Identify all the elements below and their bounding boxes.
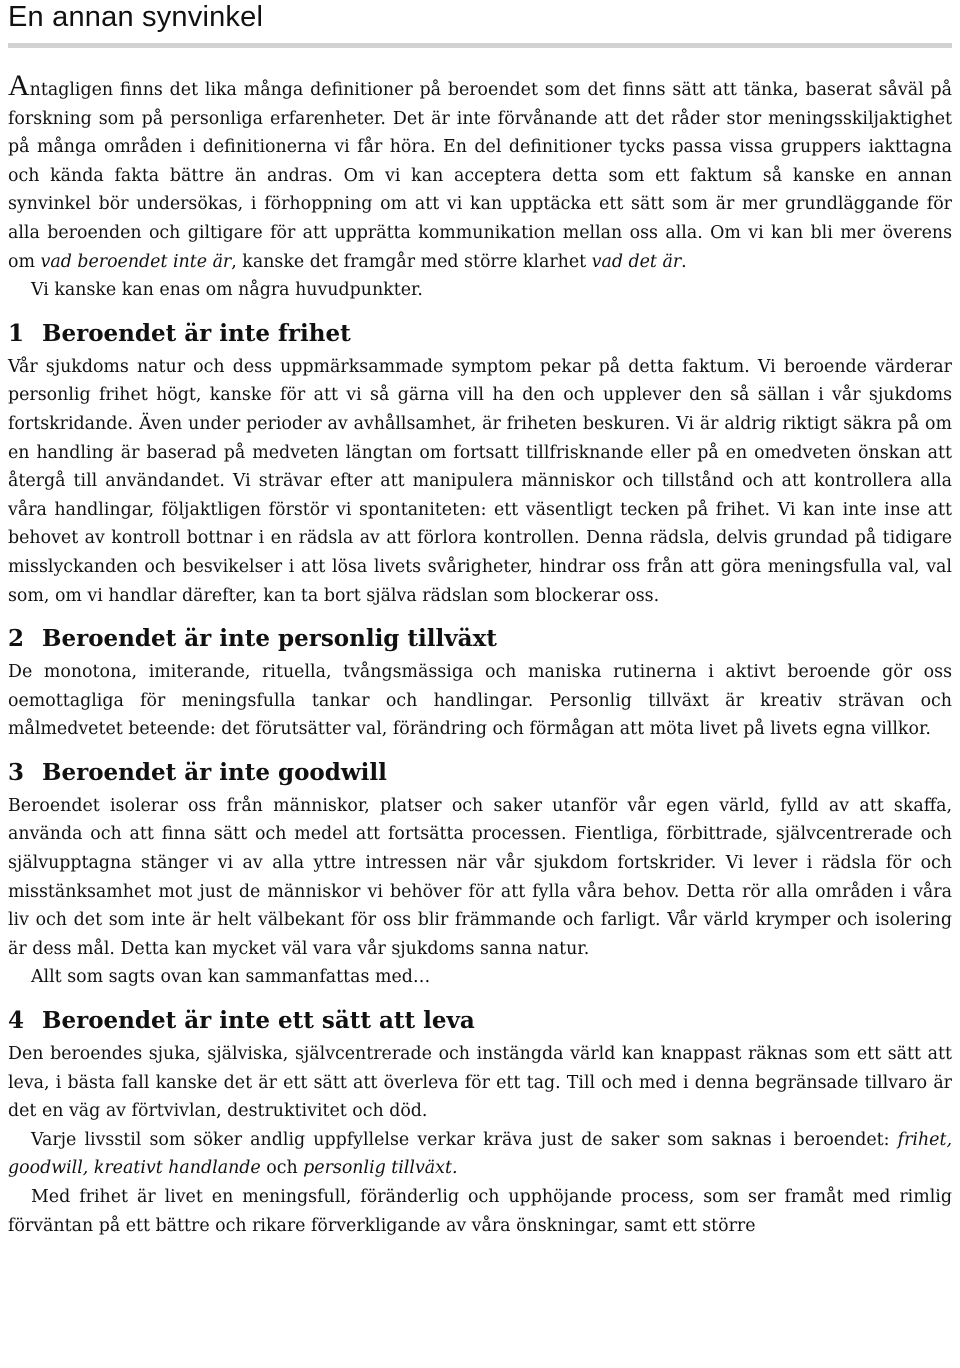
section-4-italic-list: frihet, goodwill, kreativt handlande — [8, 1129, 952, 1179]
intro-paragraph — [8, 69, 952, 276]
section-4-paragraph-3: Med frihet är livet en meningsfull, föränderlig och upphöjande process, som ser framåt med rimlig förväntan på ett bättre och rikare förverkligande av våra önskningar, samt ett större — [8, 1187, 952, 1236]
section-4-paragraph: Den beroendes sjuka, själviska, självcentrerade och instängda värld kan knappast räknas som ett sätt att leva, i bästa fall kanske det är ett sätt att överleva för ett tag. Till och med i denna begränsade tillvaro är det en väg av förtvivlan, destruktivitet och död. — [8, 1044, 952, 1122]
section-title: Beroendet är inte goodwill — [42, 758, 387, 786]
section-heading-3 — [8, 754, 952, 792]
section-heading-2 — [8, 620, 952, 658]
section-4-conjunction: och — [260, 1158, 304, 1179]
intro-text-mid: , kanske det framgår med större klarhet — [231, 251, 592, 272]
page-title: En annan synvinkel — [8, 1, 264, 33]
section-4-italic-term: personlig tillväxt. — [303, 1158, 458, 1179]
intro-paragraph-2: Vi kanske kan enas om några huvudpunkter. — [31, 280, 423, 301]
section-title: Beroendet är inte personlig tillväxt — [42, 625, 497, 653]
section-4-text: Varje livsstil som söker andlig uppfyllelse verkar kräva just de saker som saknas i beroendet: — [31, 1129, 898, 1150]
intro-text-end: . — [681, 251, 687, 272]
section-number: 1 — [8, 319, 25, 347]
section-1-paragraph: Vår sjukdoms natur och dess uppmärksammade symptom pekar på detta faktum. Vi beroende värderar personlig frihet högt, kanske för att vi så gärna vill ha den och upplever den så sällan i vår sjukdoms fortskridande. Även under perioder av avhållsamhet, är friheten beskuren. Vi är aldrig riktigt säkra på om en handling är baserad på medveten längtan om fortsatt tillfrisknande eller på en omedveten önskan att återgå till användandet. Vi strävar efter att manipulera människor och tillstånd och att kontrollera alla våra handlingar, följaktligen förstör vi spontaniteten: ett väsentligt tecken på frihet. Vi kan inte inse att behovet av kontroll bottnar i en rädsla av att förlora kontrollen. Denna rädsla, delvis grundad på tidigare misslyckanden och besvikelser i att lösa livets svårigheter, hindrar oss från att göra meningsfulla val, val som, om vi handlar därefter, kan ta bort själva rädslan som blockerar oss. — [8, 356, 952, 606]
intro-italic-phrase: vad beroendet inte är — [40, 251, 232, 272]
section-heading-4 — [8, 1002, 952, 1040]
section-3-paragraph: Beroendet isolerar oss från människor, platser och saker utanför vår egen värld, fylld av att skaffa, använda och att finna sätt och medel att fortsätta processen. Fientliga, förbittrade, självcentrerade och självupptagna stänger vi av alla yttre intressen när vår sjukdom fortskrider. Vi lever i rädsla för och misstänksamhet mot just de människor vi behöver för att fylla våra behov. Detta rör alla områden i våra liv och det som inte är helt välbekant för oss blir främmande och farligt. Vår värld krymper och isolering är dess mål. Detta kan mycket väl vara vår sjukdoms sanna natur. — [8, 795, 952, 959]
drop-cap-letter: A — [8, 69, 30, 102]
section-3-summary-line: Allt som sagts ovan kan sammanfattas med… — [31, 967, 431, 988]
section-heading-1 — [8, 315, 952, 353]
title-underline-rule — [8, 43, 952, 48]
document-body — [8, 69, 952, 1240]
section-2-paragraph: De monotona, imiterande, rituella, tvångsmässiga och maniska rutinerna i aktivt beroende gör oss oemottagliga för meningsfulla tankar och handlingar. Personlig tillväxt är kreativ strävan och målmedvetet beteende: det förutsätter val, förändring och förmågan att möta livet på livets egna villkor. — [8, 662, 952, 740]
section-title: Beroendet är inte ett sätt att leva — [42, 1007, 475, 1035]
section-number: 4 — [8, 1007, 25, 1035]
section-number: 2 — [8, 625, 25, 653]
section-number: 3 — [8, 758, 25, 786]
section-title: Beroendet är inte frihet — [42, 319, 351, 347]
intro-italic-phrase-2: vad det är — [591, 251, 682, 272]
section-4-paragraph-2 — [8, 1126, 952, 1183]
intro-text: ntagligen finns det lika många definitioner på beroendet som det finns sätt att tänka, baserat såväl på forskning som på personliga erfarenheter. Det är inte förvånande att det råder stor meningsskiljaktighet på många områden i definitionerna vi får höra. En del definitioner tycks passa vissa gruppers iakttagna och kända fakta bättre än andras. Om vi kan acceptera detta som ett faktum så kanske en annan synvinkel bör undersökas, i förhoppning om att vi kan upptäcka ett sätt som är mer grundläggande för alla beroenden och giltigare för att upprätta kommunikation mellan oss alla. Om vi kan bli mer överens om — [8, 80, 952, 272]
